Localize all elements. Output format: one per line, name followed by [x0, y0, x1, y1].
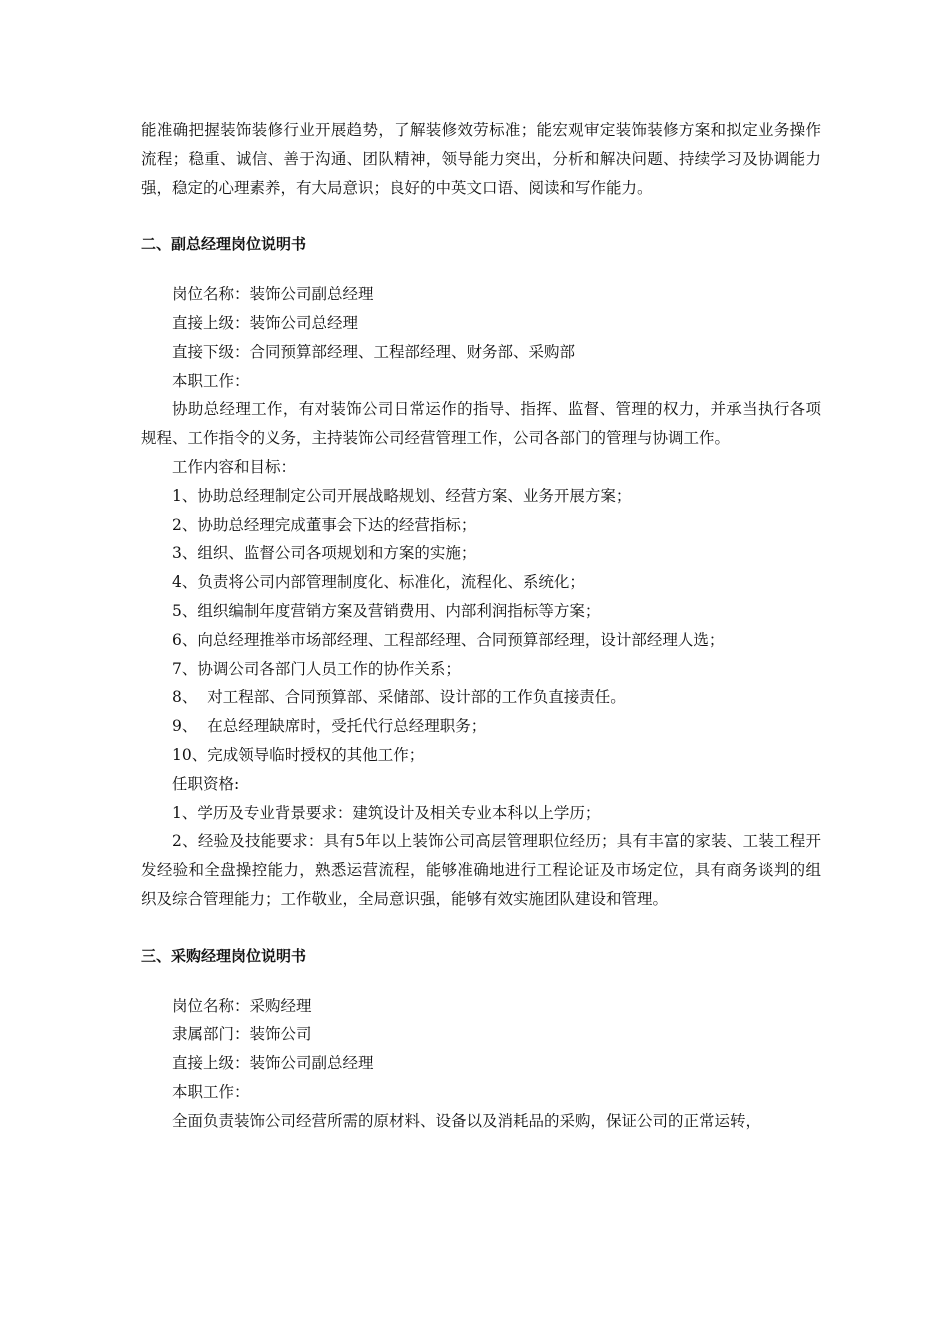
list-item: 9、 在总经理缺席时，受托代行总经理职务； — [172, 717, 487, 736]
list-item: 7、协调公司各部门人员工作的协作关系； — [172, 659, 461, 678]
spacer — [141, 259, 821, 280]
list-item: 3、组织、监督公司各项规划和方案的实施； — [172, 544, 477, 563]
list-item: 4、负责将公司内部管理制度化、标准化，流程化、系统化； — [172, 573, 585, 592]
spacer — [141, 202, 821, 230]
section2-duty-text: 协助总经理工作，有对装饰公司日常运作的指导、指挥、监督、管理的权力，并承当执行各项规程、工作指令的义务，主持装饰公司经营管理工作，公司各部门的管理与协调工作。 — [141, 400, 821, 448]
section3-department: 隶属部门：装饰公司 — [172, 1025, 312, 1044]
list-item: 10、完成领导临时授权的其他工作； — [172, 745, 425, 764]
list-item: 2、协助总经理完成董事会下达的经营指标； — [172, 515, 477, 534]
section2-subordinates: 直接下级：合同预算部经理、工程部经理、财务部、采购部 — [172, 342, 576, 361]
section2-qualification-label: 任职资格: — [172, 774, 240, 793]
list-item: 8、 对工程部、合同预算部、采储部、设计部的工作负直接责任。 — [172, 688, 626, 707]
section3-duty-text: 全面负责装饰公司经营所需的原材料、设备以及消耗品的采购，保证公司的正常运转， — [172, 1111, 762, 1130]
section3-superior: 直接上级：装饰公司副总经理 — [172, 1054, 374, 1073]
spacer — [141, 971, 821, 992]
section2-qualification-2: 2、经验及技能要求：具有5年以上装饰公司高层管理职位经历；具有丰富的家装、工装工程开发经验和全盘操控能力，熟悉运营流程，能够准确地进行工程论证及市场定位，具有商务谈判的组织及综合管理能力；工作敬业，全局意识强，能够有效实施团队建设和管理。 — [141, 832, 821, 908]
section2-content-label: 工作内容和目标： — [172, 457, 297, 476]
document-page — [141, 116, 821, 1136]
list-item: 6、向总经理推举市场部经理、工程部经理、合同预算部经理，设计部经理人选； — [172, 630, 725, 649]
list-item: 1、协助总经理制定公司开展战略规划、经营方案、业务开展方案； — [172, 486, 632, 505]
section3-position-name: 岗位名称：采购经理 — [172, 996, 312, 1015]
section2-position-name: 岗位名称：装饰公司副总经理 — [172, 285, 374, 304]
intro-paragraph: 能准确把握装饰装修行业开展趋势，了解装修效劳标准；能宏观审定装饰装修方案和拟定业务操作流程；稳重、诚信、善于沟通、团队精神，领导能力突出，分析和解决问题、持续学习及协调能力强，稳定的心理素养，有大局意识；良好的中英文口语、阅读和写作能力。 — [141, 121, 821, 197]
section3-heading: 三、采购经理岗位说明书 — [141, 946, 307, 965]
section2-heading: 二、副总经理岗位说明书 — [141, 235, 307, 254]
section3-duty-label: 本职工作： — [172, 1082, 250, 1101]
section2-duty-label: 本职工作： — [172, 371, 250, 390]
list-item: 5、组织编制年度营销方案及营销费用、内部利润指标等方案； — [172, 601, 601, 620]
spacer — [141, 914, 821, 942]
section2-qualification-1: 1、学历及专业背景要求：建筑设计及相关专业本科以上学历； — [172, 803, 601, 822]
section2-superior: 直接上级：装饰公司总经理 — [172, 313, 359, 332]
